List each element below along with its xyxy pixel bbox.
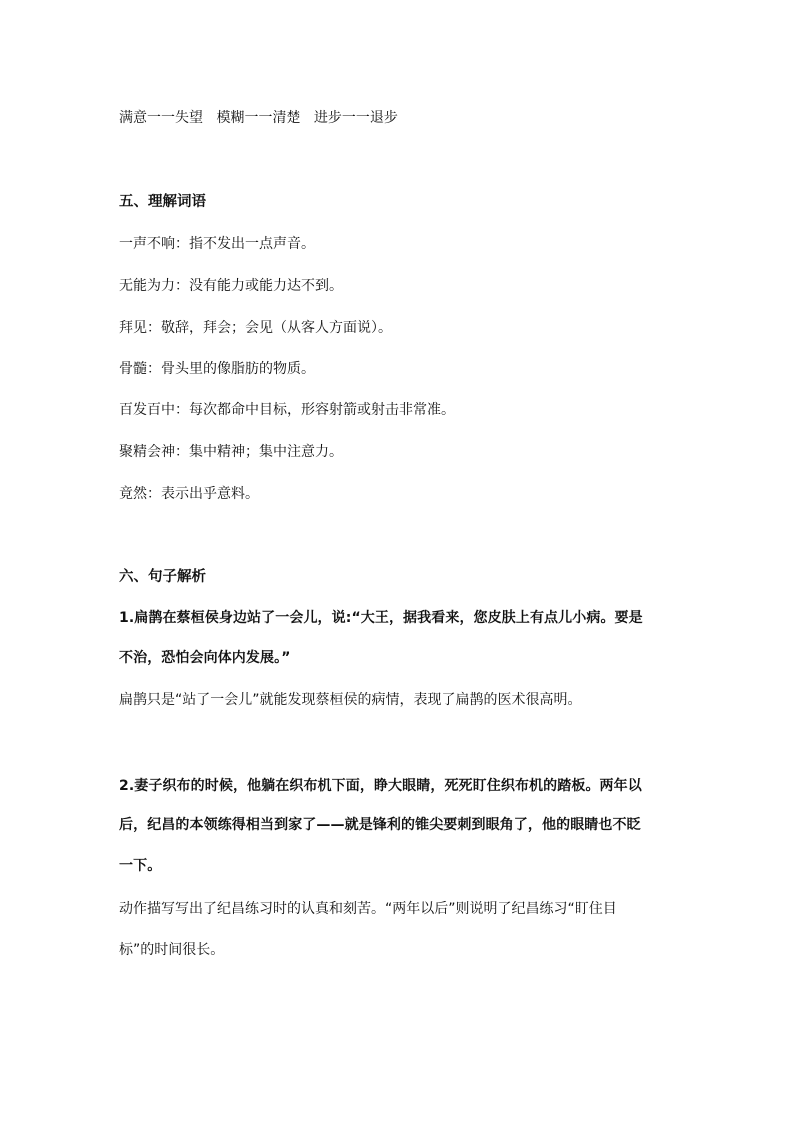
vocab-item-2: 无能为力：没有能力或能力达不到。 — [119, 278, 343, 294]
antonym-line — [119, 108, 679, 128]
sentence-1-line-1: 1.扁鹊在蔡桓侯身边站了一会儿，说:“大王，据我看来，您皮肤上有点儿小病。要是 — [119, 610, 643, 626]
sentence-2-analysis-line-1: 动作描写写出了纪昌练习时的认真和刻苦。“两年以后”则说明了纪昌练习“盯住目 — [119, 901, 617, 917]
sentence-2-line-1: 2.妻子织布的时候，他躺在织布机下面，睁大眼睛，死死盯住织布机的踏板。两年以 — [119, 778, 642, 794]
vocab-item-1: 一声不响：指不发出一点声音。 — [119, 236, 315, 252]
vocab-item-6: 聚精会神：集中精神；集中注意力。 — [119, 444, 343, 460]
vocab-item-4: 骨髓：骨头里的像脂肪的物质。 — [119, 361, 315, 377]
vocab-item-3: 拜见：敬辞，拜会；会见（从客人方面说）。 — [119, 320, 392, 336]
antonym-pair-3: 进步一一退步 — [313, 110, 398, 126]
antonym-pair-2: 模糊一一清楚 — [216, 110, 301, 126]
vocab-item-5: 百发百中：每次都命中目标，形容射箭或射击非常准。 — [119, 402, 455, 418]
sentence-1-analysis: 扁鹊只是“站了一会儿”就能发现蔡桓侯的病情，表现了扁鹊的医术很高明。 — [119, 692, 582, 708]
sentence-2-line-2: 后，纪昌的本领练得相当到家了——就是锋利的锥尖要刺到眼角了，他的眼睛也不眨 — [119, 817, 641, 833]
section-5-title: 五、理解词语 — [119, 194, 206, 210]
sentence-2-analysis-line-2: 标”的时间很长。 — [119, 942, 225, 958]
section-6-title: 六、句子解析 — [119, 569, 206, 585]
sentence-2-line-3: 一下。 — [119, 858, 162, 874]
sentence-1-line-2: 不治，恐怕会向体内发展。” — [119, 650, 291, 666]
vocab-item-7: 竟然：表示出乎意料。 — [119, 486, 259, 502]
antonym-pair-1: 满意一一失望 — [119, 110, 203, 126]
